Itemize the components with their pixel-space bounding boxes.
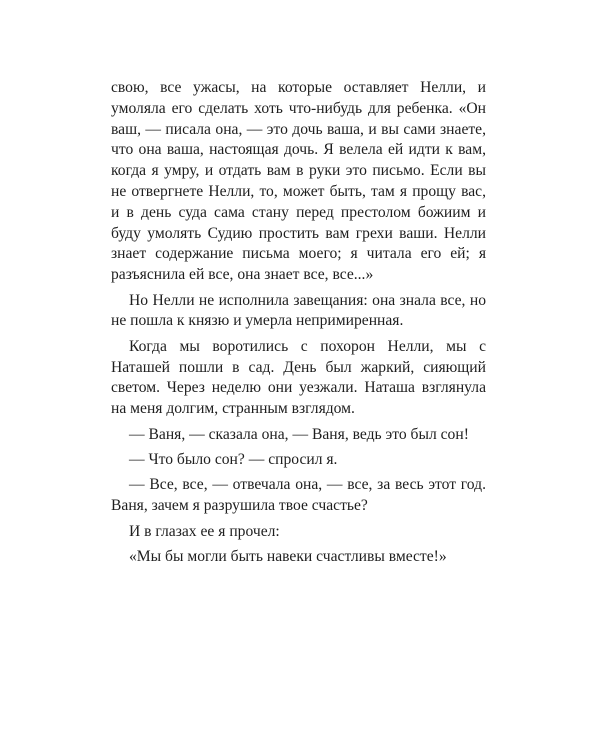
paragraph-quote: «Мы бы могли быть навеки счастливы вместе!» <box>129 547 447 565</box>
paragraph-read: И в глазах ее я прочел: <box>129 522 280 540</box>
dialogue-line: — Все, все, — отвечала она, — все, за весь этот год. Ваня, зачем я разрушила твое счастье? <box>111 476 486 515</box>
paragraph-nelli: Но Нелли не исполнила завещания: она знала все, но не пошла к князю и умерла непримиренная. <box>111 291 486 330</box>
dialogue-line: — Ваня, — сказала она, — Ваня, ведь это был сон! <box>129 425 469 443</box>
paragraph-letter: свою, все ужасы, на которые оставляет Нелли, и умоляла его сделать хоть что-нибудь для ребенка. «Он ваш, — писала она, — это дочь ваша, и вы сами знаете, что она ваша, настоящая дочь. Я велела ей идти к вам, когда я умру, и отдать вам в руки это письмо. Если вы не отвергнете Нелли, то, может быть, там я прощу вас, и в день суда сама стану перед престолом божиим и буду умолять Судию простить вам грехи ваши. Нелли знает содержание письма моего; я читала его ей; я разъяснила ей все, она знает все, все...» <box>111 79 486 284</box>
dialogue-line: — Что было сон? — спросил я. <box>129 450 338 468</box>
body-text <box>111 78 486 572</box>
paragraph-garden: Когда мы воротились с похорон Нелли, мы с Наташей пошли в сад. День был жаркий, сияющий светом. Через неделю они уезжали. Наташа взглянула на меня долгим, странным взглядом. <box>111 337 486 418</box>
